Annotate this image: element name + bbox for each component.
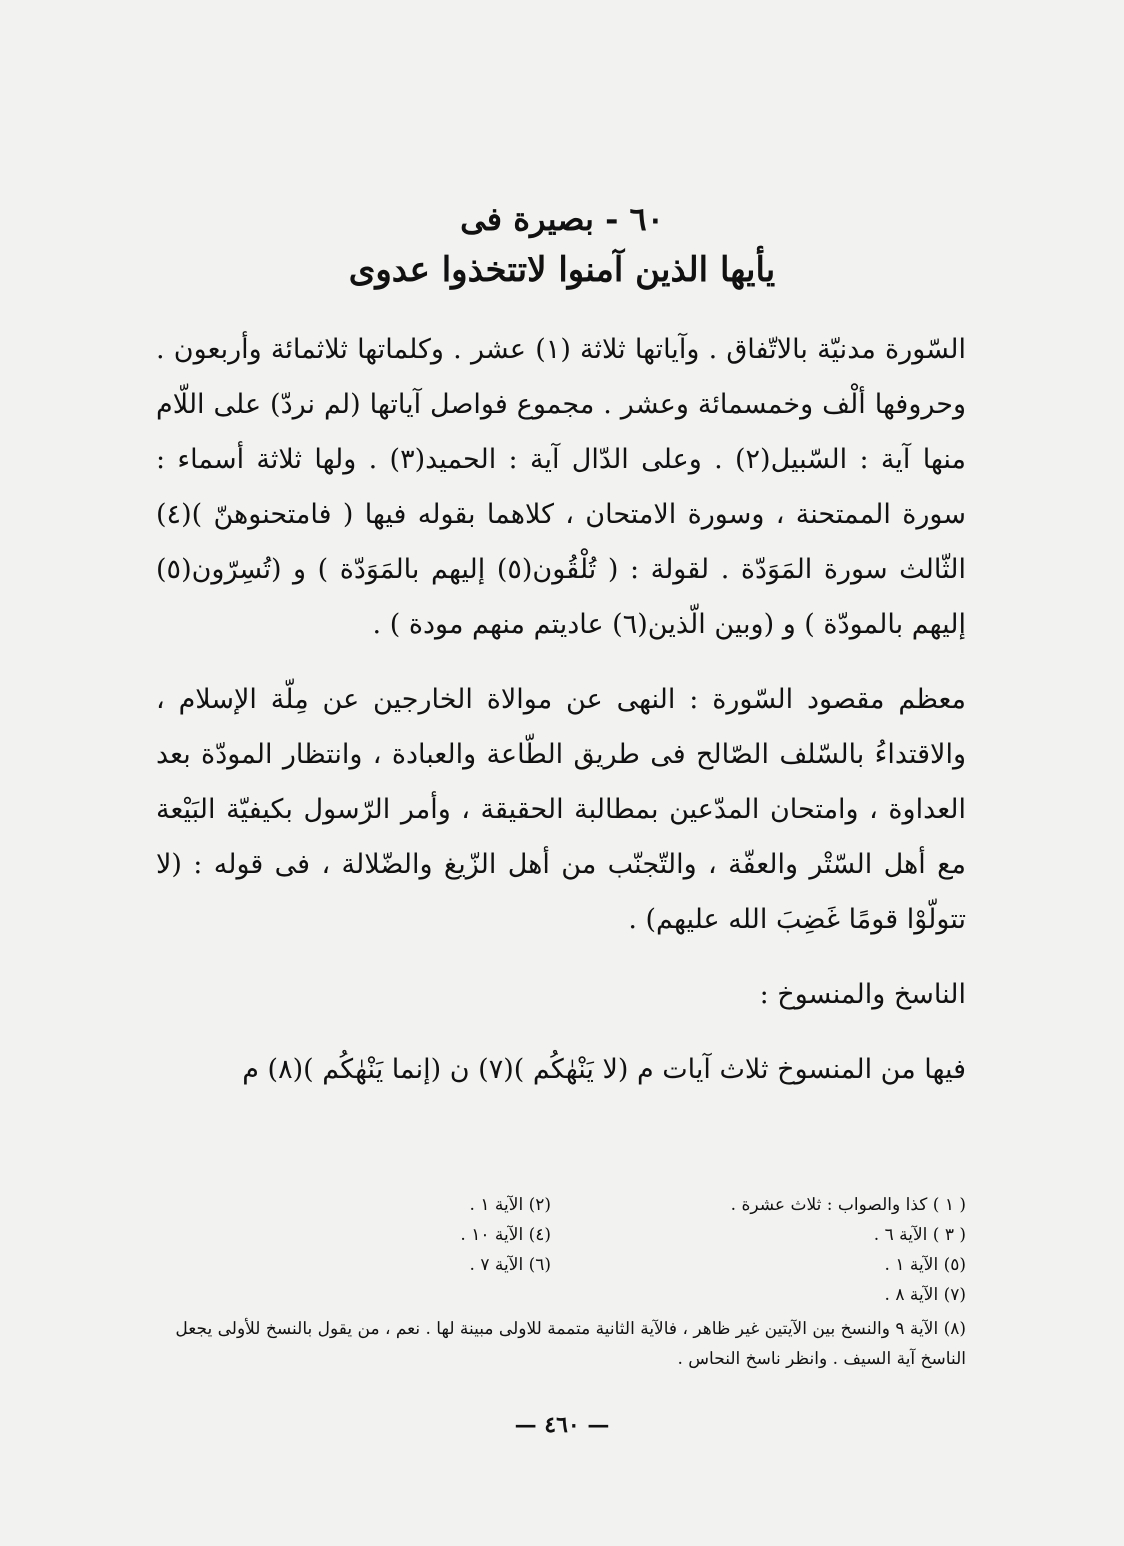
page-number: — ٤٦٠ — [514,1412,610,1438]
footnotes [156,1190,966,1374]
section-title: يأيها الذين آمنوا لاتتخذوا عدوى [348,250,776,290]
footnote-7: (٧) الآية ٨ . [884,1285,966,1305]
paragraph-abrogation-heading: الناسخ والمنسوخ : [759,979,966,1010]
footnote-4: (٤) الآية ١٠ . [460,1225,551,1245]
footnote-grid [156,1190,966,1310]
paragraph-purpose: معظم مقصود السّورة : النهى عن موالاة الخارجين عن مِلّة الإسلام ، والاقتداءُ بالسّلف الصّالح فى طريق الطّاعة والعبادة ، وانتظار المودّة بعد العداوة ، وامتحان المدّعين بمطالبة الحقيقة ، وأمر الرّسول بكيفيّة البَيْعة مع أهل السّتْر والعفّة ، والتّجنّب من أهل الزّيغ والضّلالة ، فى قوله : (لا تتولّوْا قومًا غَضِبَ الله عليهم) . [156,684,966,935]
footnote-1: ( ١ ) كذا والصواب : ثلاث عشرة . [730,1195,966,1215]
footnote-empty [156,1280,551,1310]
footnote-5: (٥) الآية ١ . [884,1255,966,1275]
paragraph-abrogation: فيها من المنسوخ ثلاث آيات م (لا يَنْهٰكُم )(٧) ن (إنما يَنْهٰكُم )(٨) م [242,1054,966,1085]
footnote-3: ( ٣ ) الآية ٦ . [873,1225,966,1245]
body-text [156,322,966,1097]
footnote-6: (٦) الآية ٧ . [469,1255,551,1275]
section-number-heading: ٦٠ - بصيرة فى [460,200,664,238]
footnote-2: (٢) الآية ١ . [469,1195,551,1215]
paragraph-surah-info: السّورة مدنيّة بالاتّفاق . وآياتها ثلاثة (١) عشر . وكلماتها ثلاثمائة وأربعون . وحروفها ألْف وخمسمائة وعشر . مجموع فواصل آياتها (لم نردّ) على اللّام منها آية : السّبيل(٢) . وعلى الدّال آية : الحميد(٣) . ولها ثلاثة أسماء : سورة الممتحنة ، وسورة الامتحان ، كلاهما بقوله فيها ( فامتحنوهنّ )(٤) الثّالث سورة المَوَدّة . لقولة : ( تُلْقُون(٥) إليهم بالمَوَدّة ) و (تُسِرّون(٥) إليهم بالمودّة ) و (وبين الّذين(٦) عاديتم منهم مودة ) . [156,334,966,640]
footnote-8: (٨) الآية ٩ والنسخ بين الآيتين غير ظاهر ، فالآية الثانية متممة للاولى مبينة لها . نعم ، من يقول بالنسخ للأولى يجعل الناسخ آية السيف . وانظر ناسخ النحاس . [175,1319,966,1369]
